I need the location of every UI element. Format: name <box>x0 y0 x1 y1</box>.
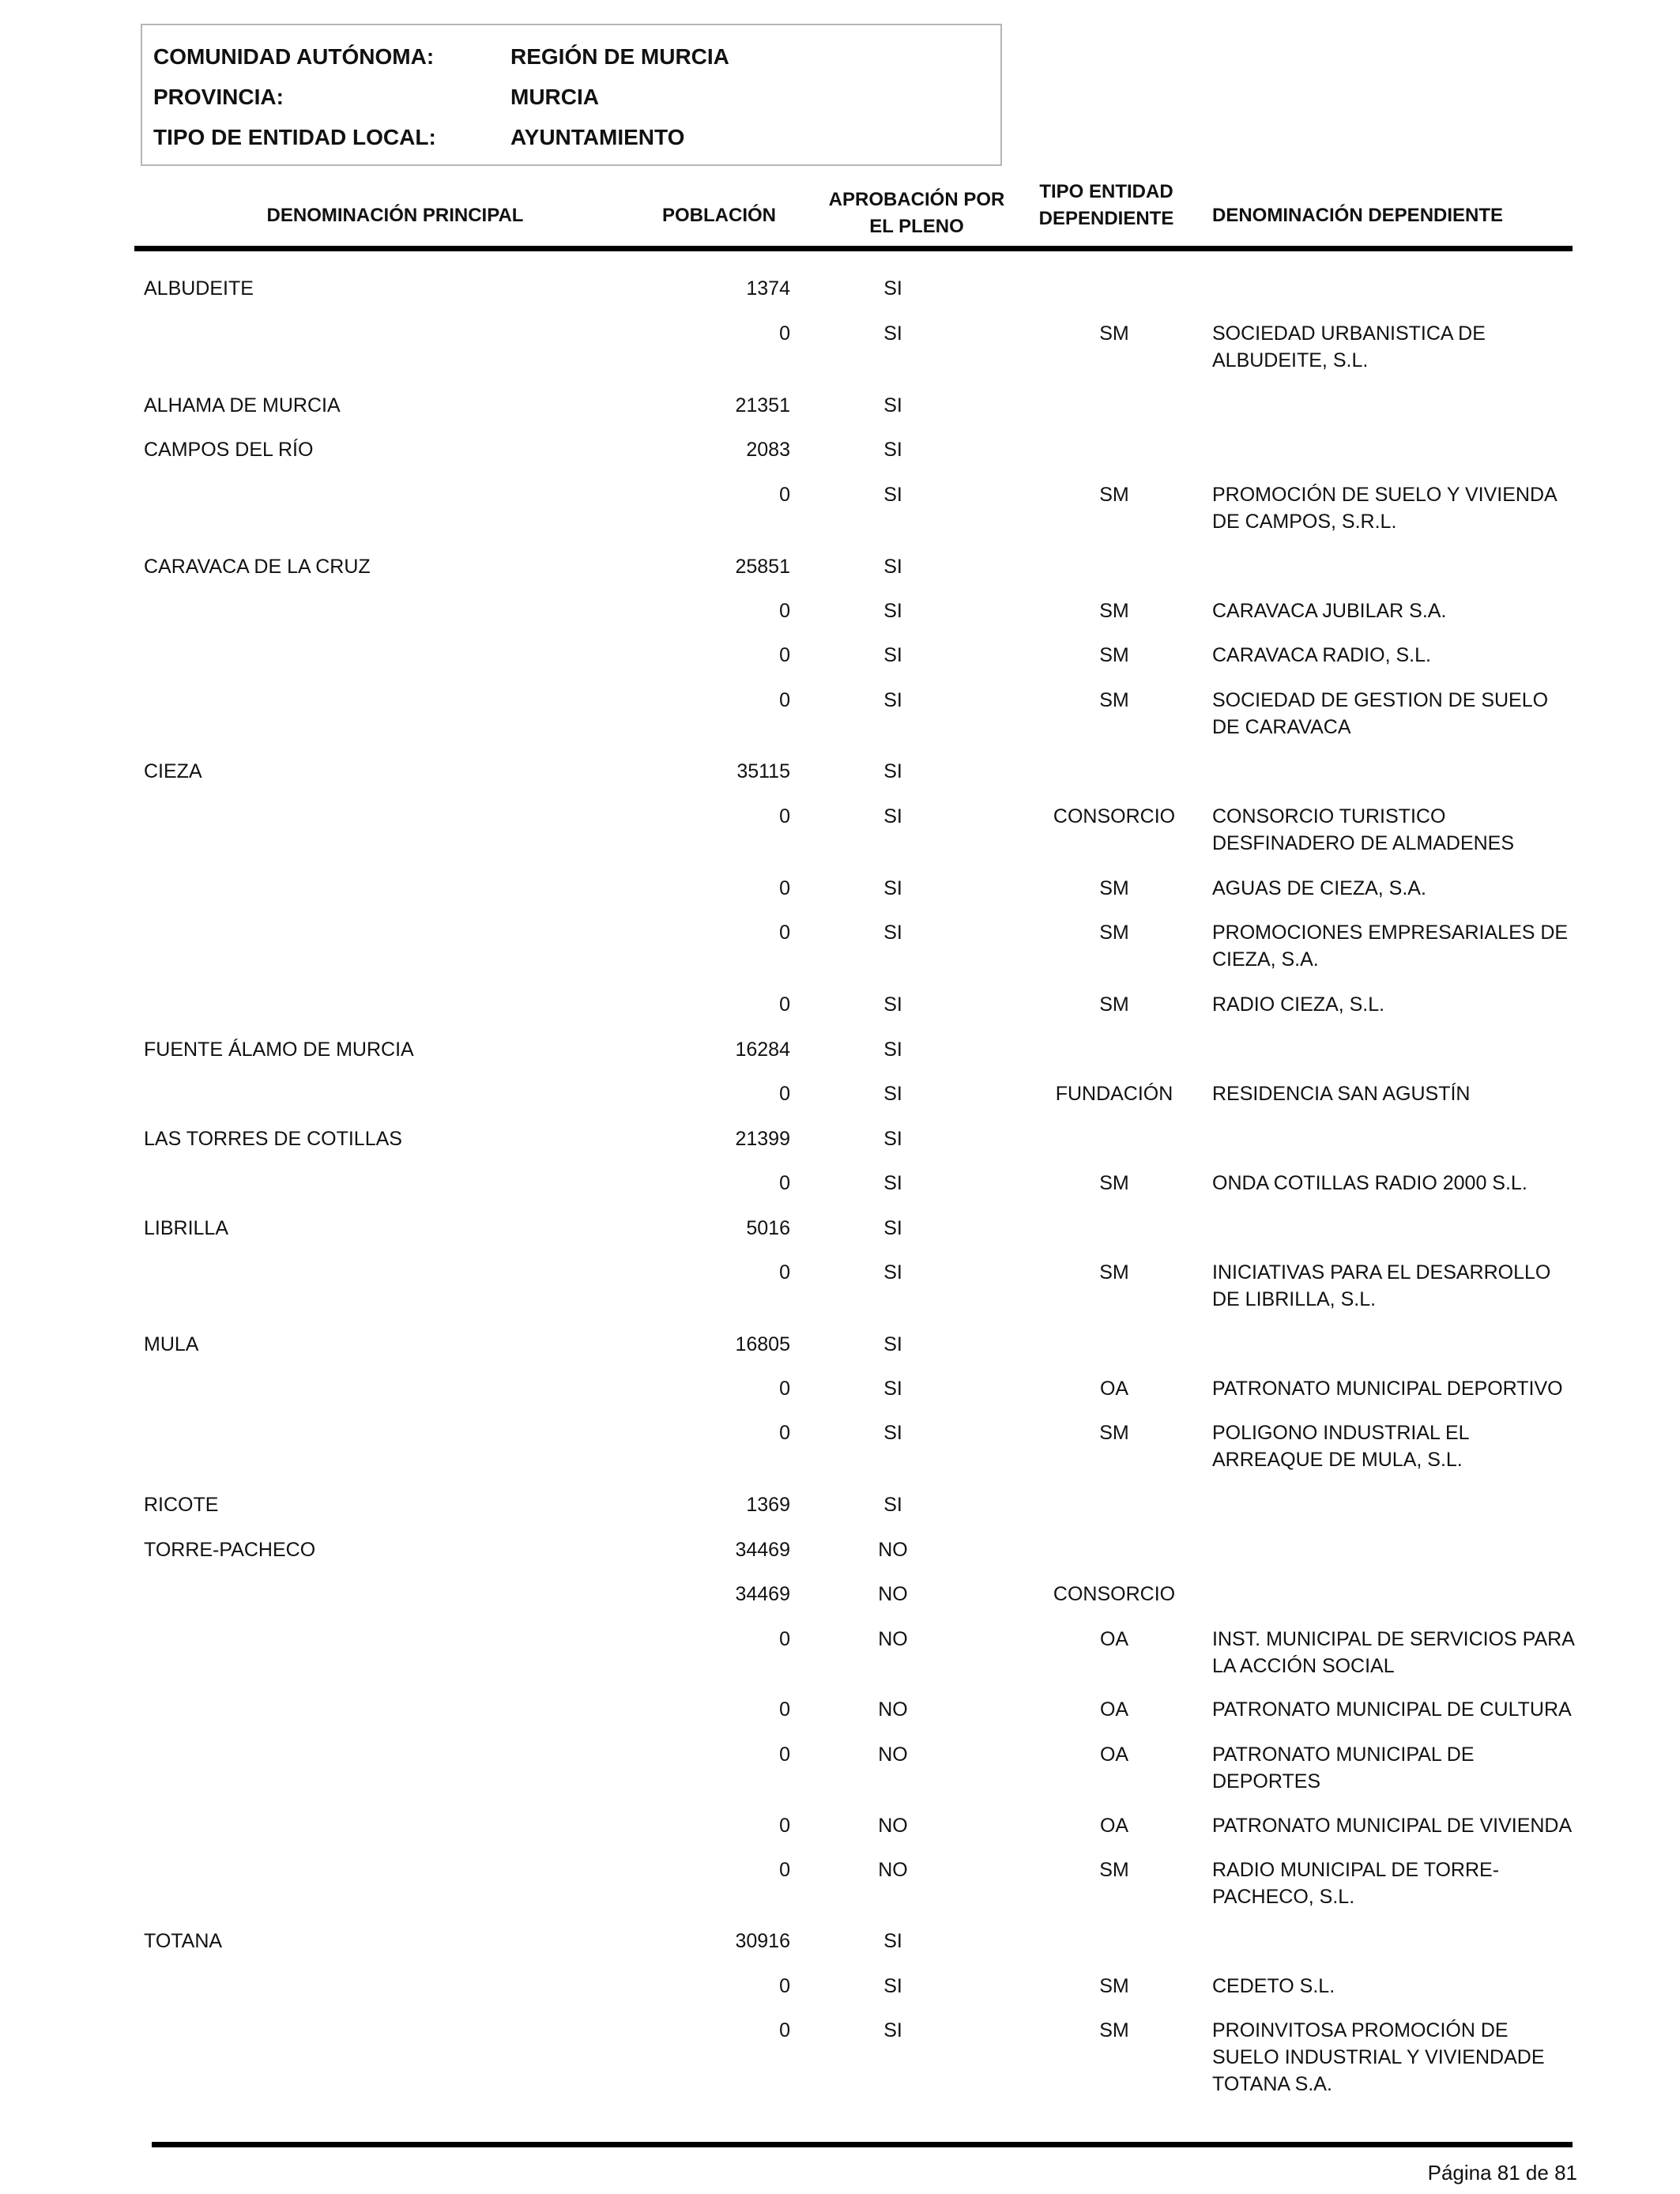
row-aprobacion: SI <box>883 1930 902 1952</box>
row-aprobacion: NO <box>878 1628 908 1650</box>
row-aprobacion: NO <box>878 1815 908 1837</box>
row-poblacion: 0 <box>779 1083 790 1105</box>
header-denominacion-dependiente: DENOMINACIÓN DEPENDIENTE <box>1212 205 1504 226</box>
row-aprobacion: SI <box>883 439 902 461</box>
row-denominacion-dependiente: POLIGONO INDUSTRIAL EL ARREAQUE DE MULA, S.L. <box>1212 1422 1469 1471</box>
row-aprobacion: SI <box>883 644 902 666</box>
row-poblacion: 0 <box>779 1378 790 1400</box>
row-tipo-entidad: FUNDACIÓN <box>1055 1083 1173 1105</box>
row-name: CAMPOS DEL RÍO <box>144 439 314 461</box>
row-aprobacion: NO <box>878 1698 908 1721</box>
row-tipo-entidad: SM <box>1099 1172 1129 1194</box>
tipo-entidad-value: AYUNTAMIENTO <box>510 125 685 149</box>
row-tipo-entidad: SM <box>1099 322 1129 345</box>
row-denominacion-dependiente: PROMOCIÓN DE SUELO Y VIVIENDA DE CAMPOS, S.R.L. <box>1212 484 1557 533</box>
row-denominacion-dependiente: ONDA COTILLAS RADIO 2000 S.L. <box>1212 1172 1527 1194</box>
row-aprobacion: SI <box>883 1422 902 1444</box>
row-poblacion: 0 <box>779 484 790 506</box>
row-poblacion: 16284 <box>735 1039 790 1061</box>
row-name: LAS TORRES DE COTILLAS <box>144 1128 402 1150</box>
row-tipo-entidad: OA <box>1099 1628 1129 1650</box>
row-poblacion: 0 <box>779 1172 790 1194</box>
row-denominacion-dependiente: INST. MUNICIPAL DE SERVICIOS PARA LA ACCIÓN SOCIAL <box>1212 1628 1574 1677</box>
row-tipo-entidad: SM <box>1099 484 1129 506</box>
row-poblacion: 0 <box>779 322 790 345</box>
row-denominacion-dependiente: CEDETO S.L. <box>1212 1975 1335 1997</box>
row-denominacion-dependiente: SOCIEDAD DE GESTION DE SUELO DE CARAVACA <box>1212 689 1549 738</box>
row-aprobacion: SI <box>883 1172 902 1194</box>
row-denominacion-dependiente: CARAVACA RADIO, S.L. <box>1212 644 1431 666</box>
row-aprobacion: NO <box>878 1583 908 1605</box>
row-tipo-entidad: SM <box>1099 993 1129 1016</box>
row-tipo-entidad: SM <box>1099 644 1129 666</box>
row-poblacion: 1369 <box>746 1494 790 1516</box>
page-number: Página 81 de 81 <box>1427 2161 1577 2185</box>
header-poblacion: POBLACIÓN <box>662 205 776 226</box>
row-aprobacion: SI <box>883 484 902 506</box>
row-aprobacion: NO <box>878 1539 908 1561</box>
row-aprobacion: SI <box>883 805 902 827</box>
row-tipo-entidad: CONSORCIO <box>1053 1583 1176 1605</box>
tipo-entidad-label: TIPO DE ENTIDAD LOCAL: <box>153 125 436 149</box>
row-aprobacion: SI <box>883 1333 902 1355</box>
row-aprobacion: SI <box>883 1975 902 1997</box>
row-aprobacion: SI <box>883 689 902 711</box>
row-aprobacion: SI <box>883 394 902 417</box>
row-poblacion: 2083 <box>746 439 790 461</box>
row-tipo-entidad: SM <box>1099 922 1129 944</box>
row-denominacion-dependiente: PATRONATO MUNICIPAL DE VIVIENDA <box>1212 1815 1573 1837</box>
row-poblacion: 25851 <box>735 556 790 578</box>
row-tipo-entidad: SM <box>1099 1261 1129 1284</box>
row-tipo-entidad: SM <box>1099 2019 1129 2041</box>
header-divider <box>134 246 1573 251</box>
row-name: RICOTE <box>144 1494 219 1516</box>
row-poblacion: 0 <box>779 1744 790 1766</box>
row-aprobacion: NO <box>878 1744 908 1766</box>
row-aprobacion: SI <box>883 556 902 578</box>
row-poblacion: 1374 <box>746 277 790 300</box>
row-name: FUENTE ÁLAMO DE MURCIA <box>144 1039 414 1061</box>
row-name: ALHAMA DE MURCIA <box>144 394 341 417</box>
row-poblacion: 34469 <box>735 1583 790 1605</box>
row-aprobacion: SI <box>883 2019 902 2041</box>
row-poblacion: 0 <box>779 644 790 666</box>
row-denominacion-dependiente: RADIO CIEZA, S.L. <box>1212 993 1385 1016</box>
row-aprobacion: SI <box>883 1494 902 1516</box>
row-tipo-entidad: SM <box>1099 877 1129 899</box>
row-tipo-entidad: SM <box>1099 689 1129 711</box>
comunidad-value: REGIÓN DE MURCIA <box>510 44 729 69</box>
provincia-label: PROVINCIA: <box>153 85 284 109</box>
row-denominacion-dependiente: PATRONATO MUNICIPAL DE DEPORTES <box>1212 1744 1475 1793</box>
row-poblacion: 0 <box>779 877 790 899</box>
row-poblacion: 0 <box>779 1698 790 1721</box>
row-poblacion: 0 <box>779 689 790 711</box>
row-aprobacion: SI <box>883 1261 902 1284</box>
row-aprobacion: SI <box>883 1128 902 1150</box>
row-poblacion: 0 <box>779 2019 790 2041</box>
provincia-value: MURCIA <box>510 85 599 109</box>
row-poblacion: 35115 <box>736 760 790 782</box>
row-name: CIEZA <box>144 760 202 782</box>
header-denominacion-principal: DENOMINACIÓN PRINCIPAL <box>266 205 524 226</box>
row-denominacion-dependiente: SOCIEDAD URBANISTICA DE ALBUDEITE, S.L. <box>1212 322 1486 371</box>
header-aprobacion: APROBACIÓN POR EL PLENO <box>828 189 1005 237</box>
row-aprobacion: SI <box>883 1083 902 1105</box>
row-denominacion-dependiente: PROMOCIONES EMPRESARIALES DE CIEZA, S.A. <box>1212 922 1569 971</box>
row-tipo-entidad: SM <box>1099 1422 1129 1444</box>
row-aprobacion: SI <box>883 1378 902 1400</box>
row-poblacion: 21351 <box>735 394 790 417</box>
row-aprobacion: SI <box>883 322 902 345</box>
row-aprobacion: SI <box>883 1217 902 1239</box>
row-name: TOTANA <box>144 1930 223 1952</box>
row-tipo-entidad: SM <box>1099 600 1129 622</box>
row-tipo-entidad: OA <box>1099 1698 1129 1721</box>
row-aprobacion: SI <box>883 993 902 1016</box>
entity-info-box <box>141 24 1002 166</box>
row-tipo-entidad: SM <box>1099 1859 1129 1881</box>
row-poblacion: 0 <box>779 1859 790 1881</box>
row-denominacion-dependiente: PATRONATO MUNICIPAL DEPORTIVO <box>1212 1378 1563 1400</box>
row-denominacion-dependiente: AGUAS DE CIEZA, S.A. <box>1212 877 1426 899</box>
row-aprobacion: SI <box>883 922 902 944</box>
row-tipo-entidad: OA <box>1099 1378 1129 1400</box>
row-name: CARAVACA DE LA CRUZ <box>144 556 371 578</box>
row-poblacion: 21399 <box>735 1128 790 1150</box>
comunidad-label: COMUNIDAD AUTÓNOMA: <box>153 44 435 69</box>
row-name: LIBRILLA <box>144 1217 229 1239</box>
row-tipo-entidad: SM <box>1099 1975 1129 1997</box>
row-aprobacion: SI <box>883 760 902 782</box>
row-denominacion-dependiente: RADIO MUNICIPAL DE TORRE-PACHECO, S.L. <box>1212 1859 1500 1908</box>
row-poblacion: 30916 <box>735 1930 790 1952</box>
row-name: ALBUDEITE <box>144 277 254 300</box>
row-poblacion: 34469 <box>735 1539 790 1561</box>
row-poblacion: 0 <box>779 1422 790 1444</box>
row-denominacion-dependiente: CONSORCIO TURISTICO DESFINADERO DE ALMADENES <box>1212 805 1515 854</box>
row-denominacion-dependiente: INICIATIVAS PARA EL DESARROLLO DE LIBRILLA, S.L. <box>1212 1261 1551 1310</box>
row-aprobacion: NO <box>878 1859 908 1881</box>
row-poblacion: 5016 <box>746 1217 790 1239</box>
row-poblacion: 0 <box>779 993 790 1016</box>
row-poblacion: 0 <box>779 1261 790 1284</box>
row-poblacion: 0 <box>779 1815 790 1837</box>
row-denominacion-dependiente: PROINVITOSA PROMOCIÓN DE SUELO INDUSTRIAL Y VIVIENDADE TOTANA S.A. <box>1212 2019 1545 2095</box>
row-aprobacion: SI <box>883 277 902 300</box>
row-denominacion-dependiente: CARAVACA JUBILAR S.A. <box>1212 600 1447 622</box>
row-aprobacion: SI <box>883 877 902 899</box>
row-denominacion-dependiente: PATRONATO MUNICIPAL DE CULTURA <box>1212 1698 1572 1721</box>
header-tipo-entidad: TIPO ENTIDAD DEPENDIENTE <box>1038 181 1174 229</box>
row-tipo-entidad: OA <box>1099 1815 1129 1837</box>
row-denominacion-dependiente: RESIDENCIA SAN AGUSTÍN <box>1212 1083 1471 1105</box>
footer-divider <box>152 2142 1573 2147</box>
row-tipo-entidad: OA <box>1099 1744 1129 1766</box>
row-poblacion: 0 <box>779 1628 790 1650</box>
row-poblacion: 0 <box>779 1975 790 1997</box>
row-aprobacion: SI <box>883 1039 902 1061</box>
row-name: TORRE-PACHECO <box>144 1539 316 1561</box>
row-poblacion: 16805 <box>735 1333 790 1355</box>
row-poblacion: 0 <box>779 805 790 827</box>
row-name: MULA <box>144 1333 199 1355</box>
row-tipo-entidad: CONSORCIO <box>1053 805 1176 827</box>
row-poblacion: 0 <box>779 600 790 622</box>
row-poblacion: 0 <box>779 922 790 944</box>
row-aprobacion: SI <box>883 600 902 622</box>
